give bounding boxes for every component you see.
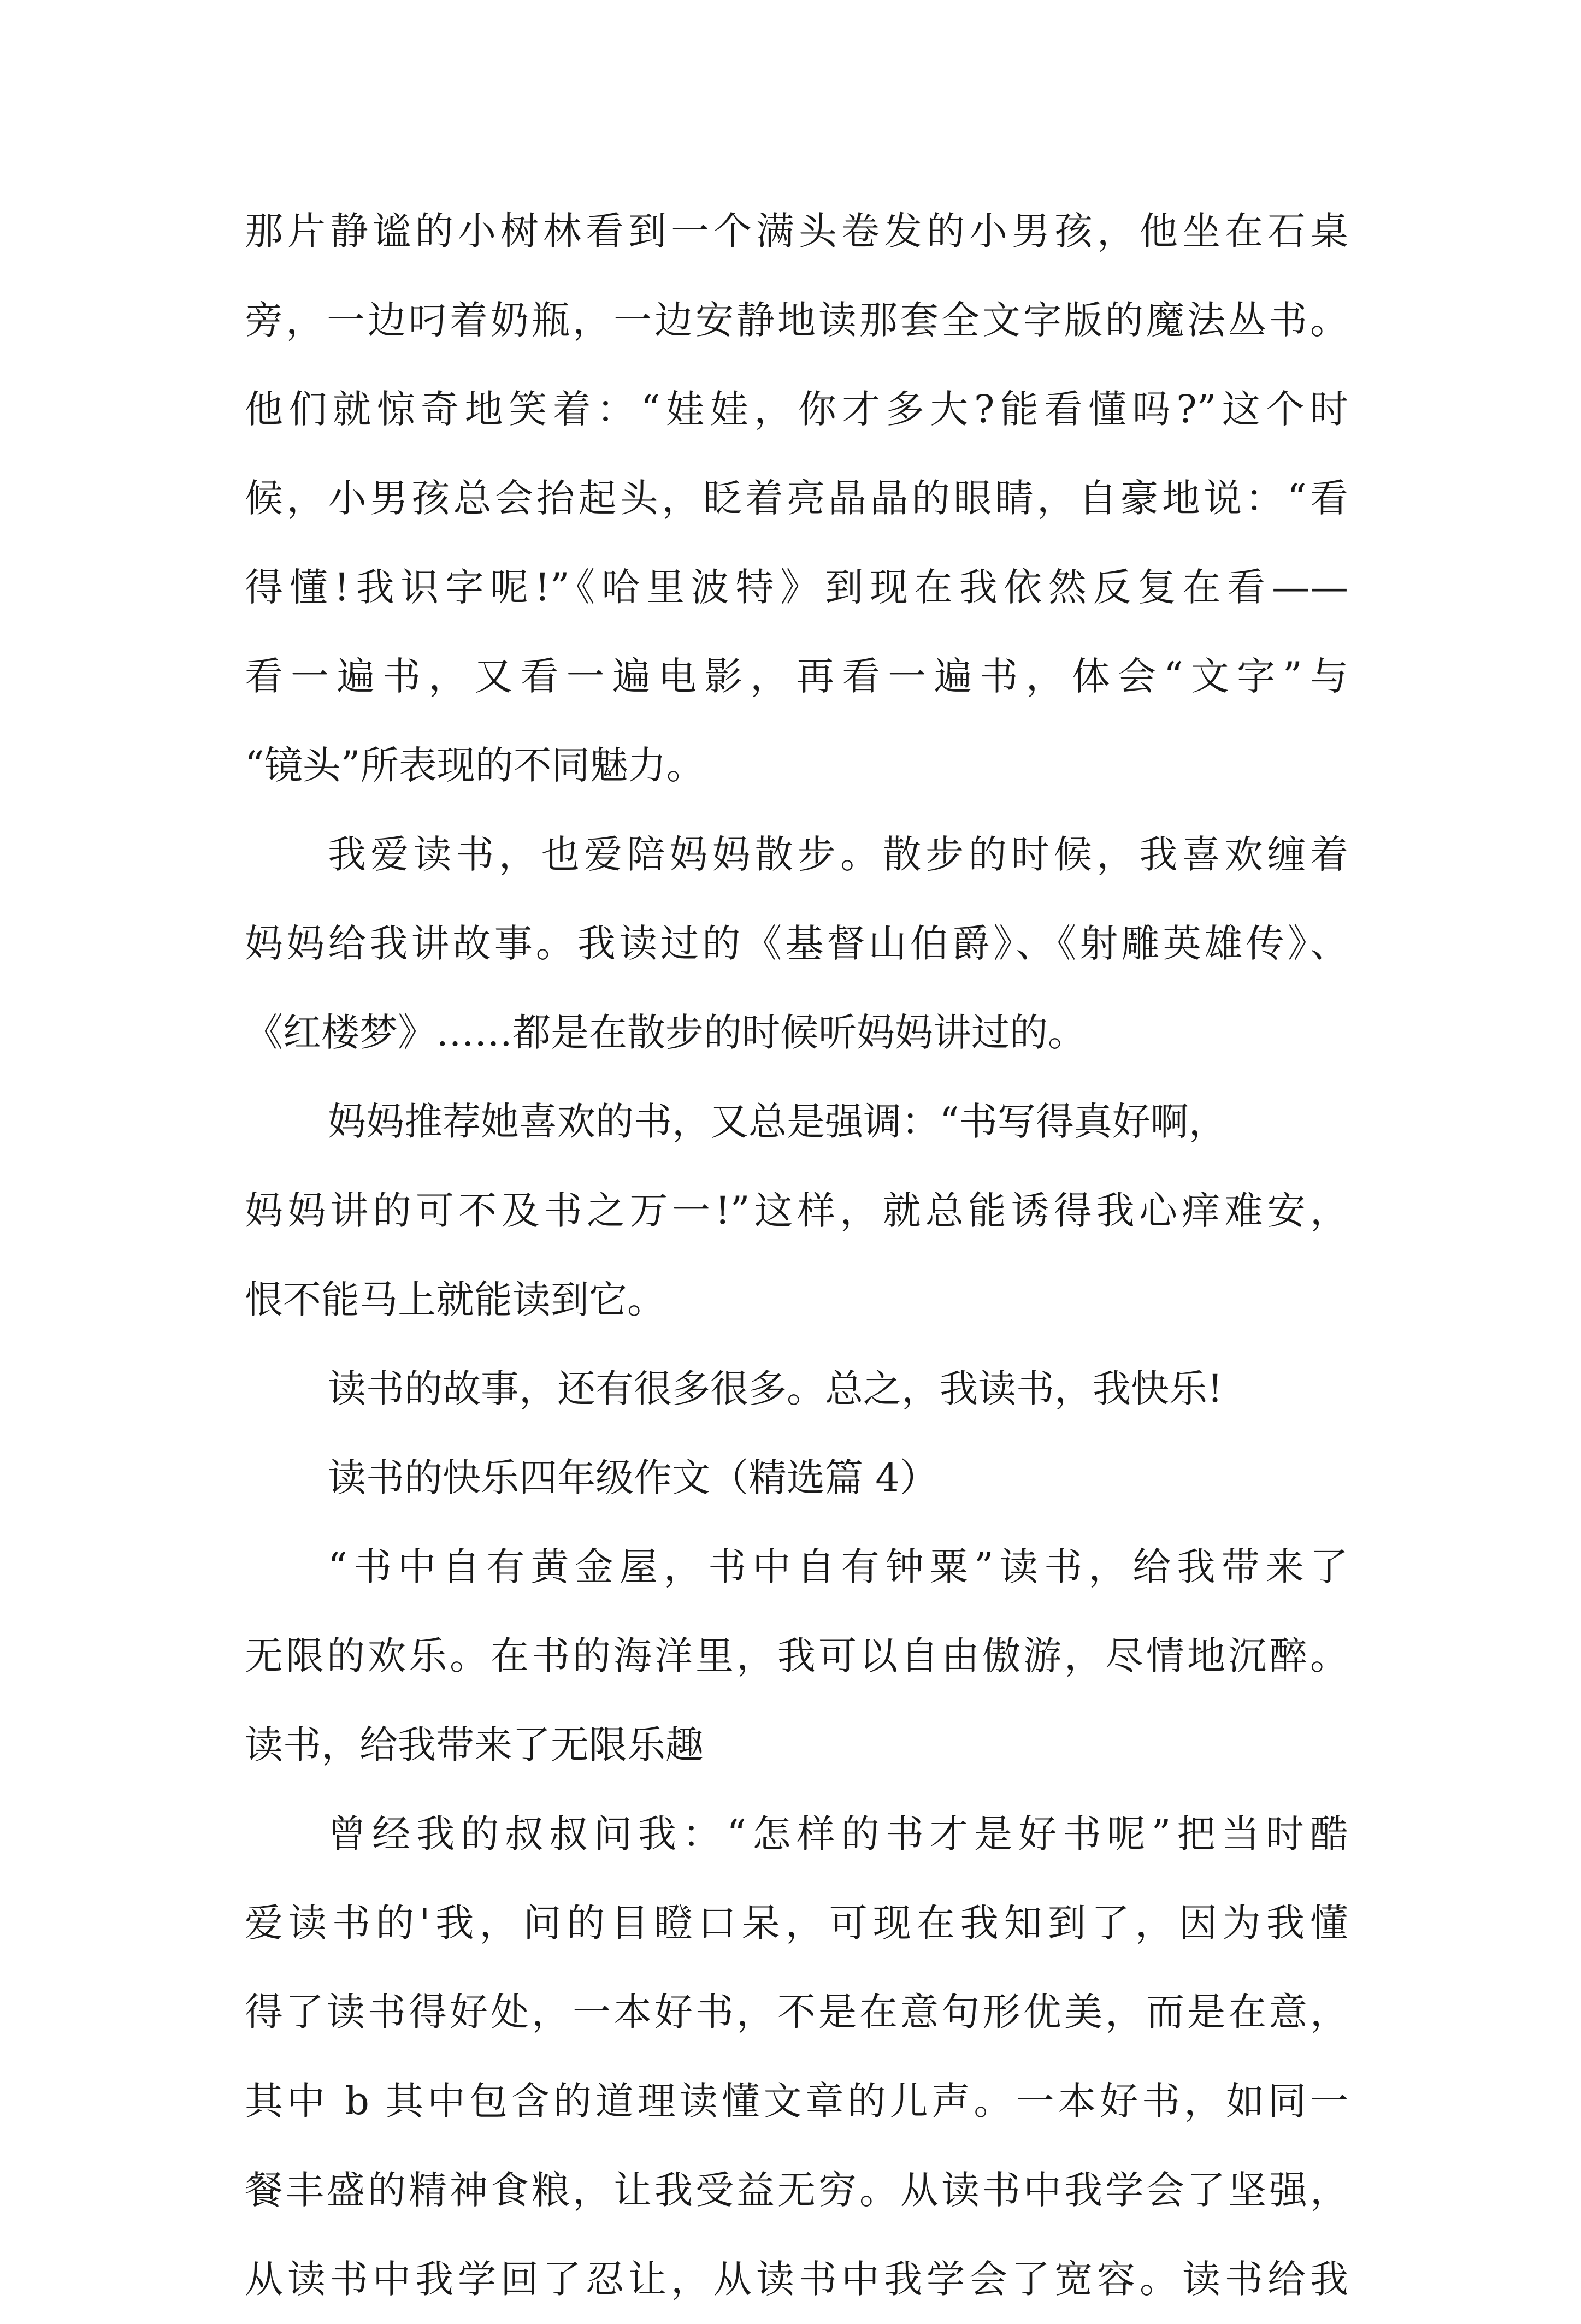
- text-line: 无限的欢乐。在书的海洋里，我可以自由傲游，尽情地沉醉。: [245, 1633, 1348, 1678]
- text-line: 得了读书得好处，一本好书，不是在意句形优美，而是在意，: [245, 1990, 1348, 2034]
- text-line: 曾经我的叔叔问我：“怎样的书才是好书呢”把当时酷: [328, 1812, 1348, 1856]
- text-line: 看一遍书，又看一遍电影，再看一遍书，体会“文字”与: [245, 654, 1348, 699]
- text-line: 其中 b 其中包含的道理读懂文章的儿声。一本好书，如同一: [245, 2079, 1348, 2124]
- text-line: 我爱读书，也爱陪妈妈散步。散步的时候，我喜欢缠着: [328, 832, 1348, 877]
- text-line: 读书的故事，还有很多很多。总之，我读书，我快乐!: [328, 1366, 1223, 1411]
- text-line: 妈妈讲的可不及书之万一!”这样，就总能诱得我心痒难安，: [245, 1188, 1348, 1233]
- text-line: 读书，给我带来了无限乐趣: [245, 1723, 704, 1767]
- text-line: “镜头”所表现的不同魅力。: [245, 743, 705, 788]
- text-line: 爱读书的'我，问的目瞪口呆，可现在我知到了，因为我懂: [245, 1901, 1348, 1945]
- text-line: 读书的快乐四年级作文（精选篇 4）: [328, 1455, 938, 1500]
- text-line: 妈妈给我讲故事。我读过的《基督山伯爵》、《射雕英雄传》、: [245, 921, 1348, 966]
- text-line: 他们就惊奇地笑着：“娃娃，你才多大?能看懂吗?”这个时: [245, 387, 1348, 432]
- text-line: 候，小男孩总会抬起头，眨着亮晶晶的眼睛，自豪地说：“看: [245, 476, 1348, 521]
- essay-body: [245, 187, 1348, 2324]
- text-line: 从读书中我学回了忍让，从读书中我学会了宽容。读书给我: [245, 2257, 1348, 2302]
- text-line: “书中自有黄金屋，书中自有钟粟”读书，给我带来了: [328, 1544, 1348, 1589]
- text-line: 妈妈推荐她喜欢的书，又总是强调：“书写得真好啊，: [328, 1099, 1227, 1144]
- text-line: 那片静谧的小树林看到一个满头卷发的小男孩，他坐在石桌: [245, 209, 1348, 253]
- text-line: 《红楼梦》……都是在散步的时候听妈妈讲过的。: [245, 1010, 1086, 1055]
- text-line: 恨不能马上就能读到它。: [245, 1277, 665, 1322]
- text-line: 餐丰盛的精神食粮，让我受益无穷。从读书中我学会了坚强，: [245, 2168, 1348, 2213]
- text-line: 旁，一边叼着奶瓶，一边安静地读那套全文字版的魔法丛书。: [245, 298, 1348, 343]
- text-line: 得懂!我识字呢!”《哈里波特》到现在我依然反复在看——: [245, 565, 1348, 610]
